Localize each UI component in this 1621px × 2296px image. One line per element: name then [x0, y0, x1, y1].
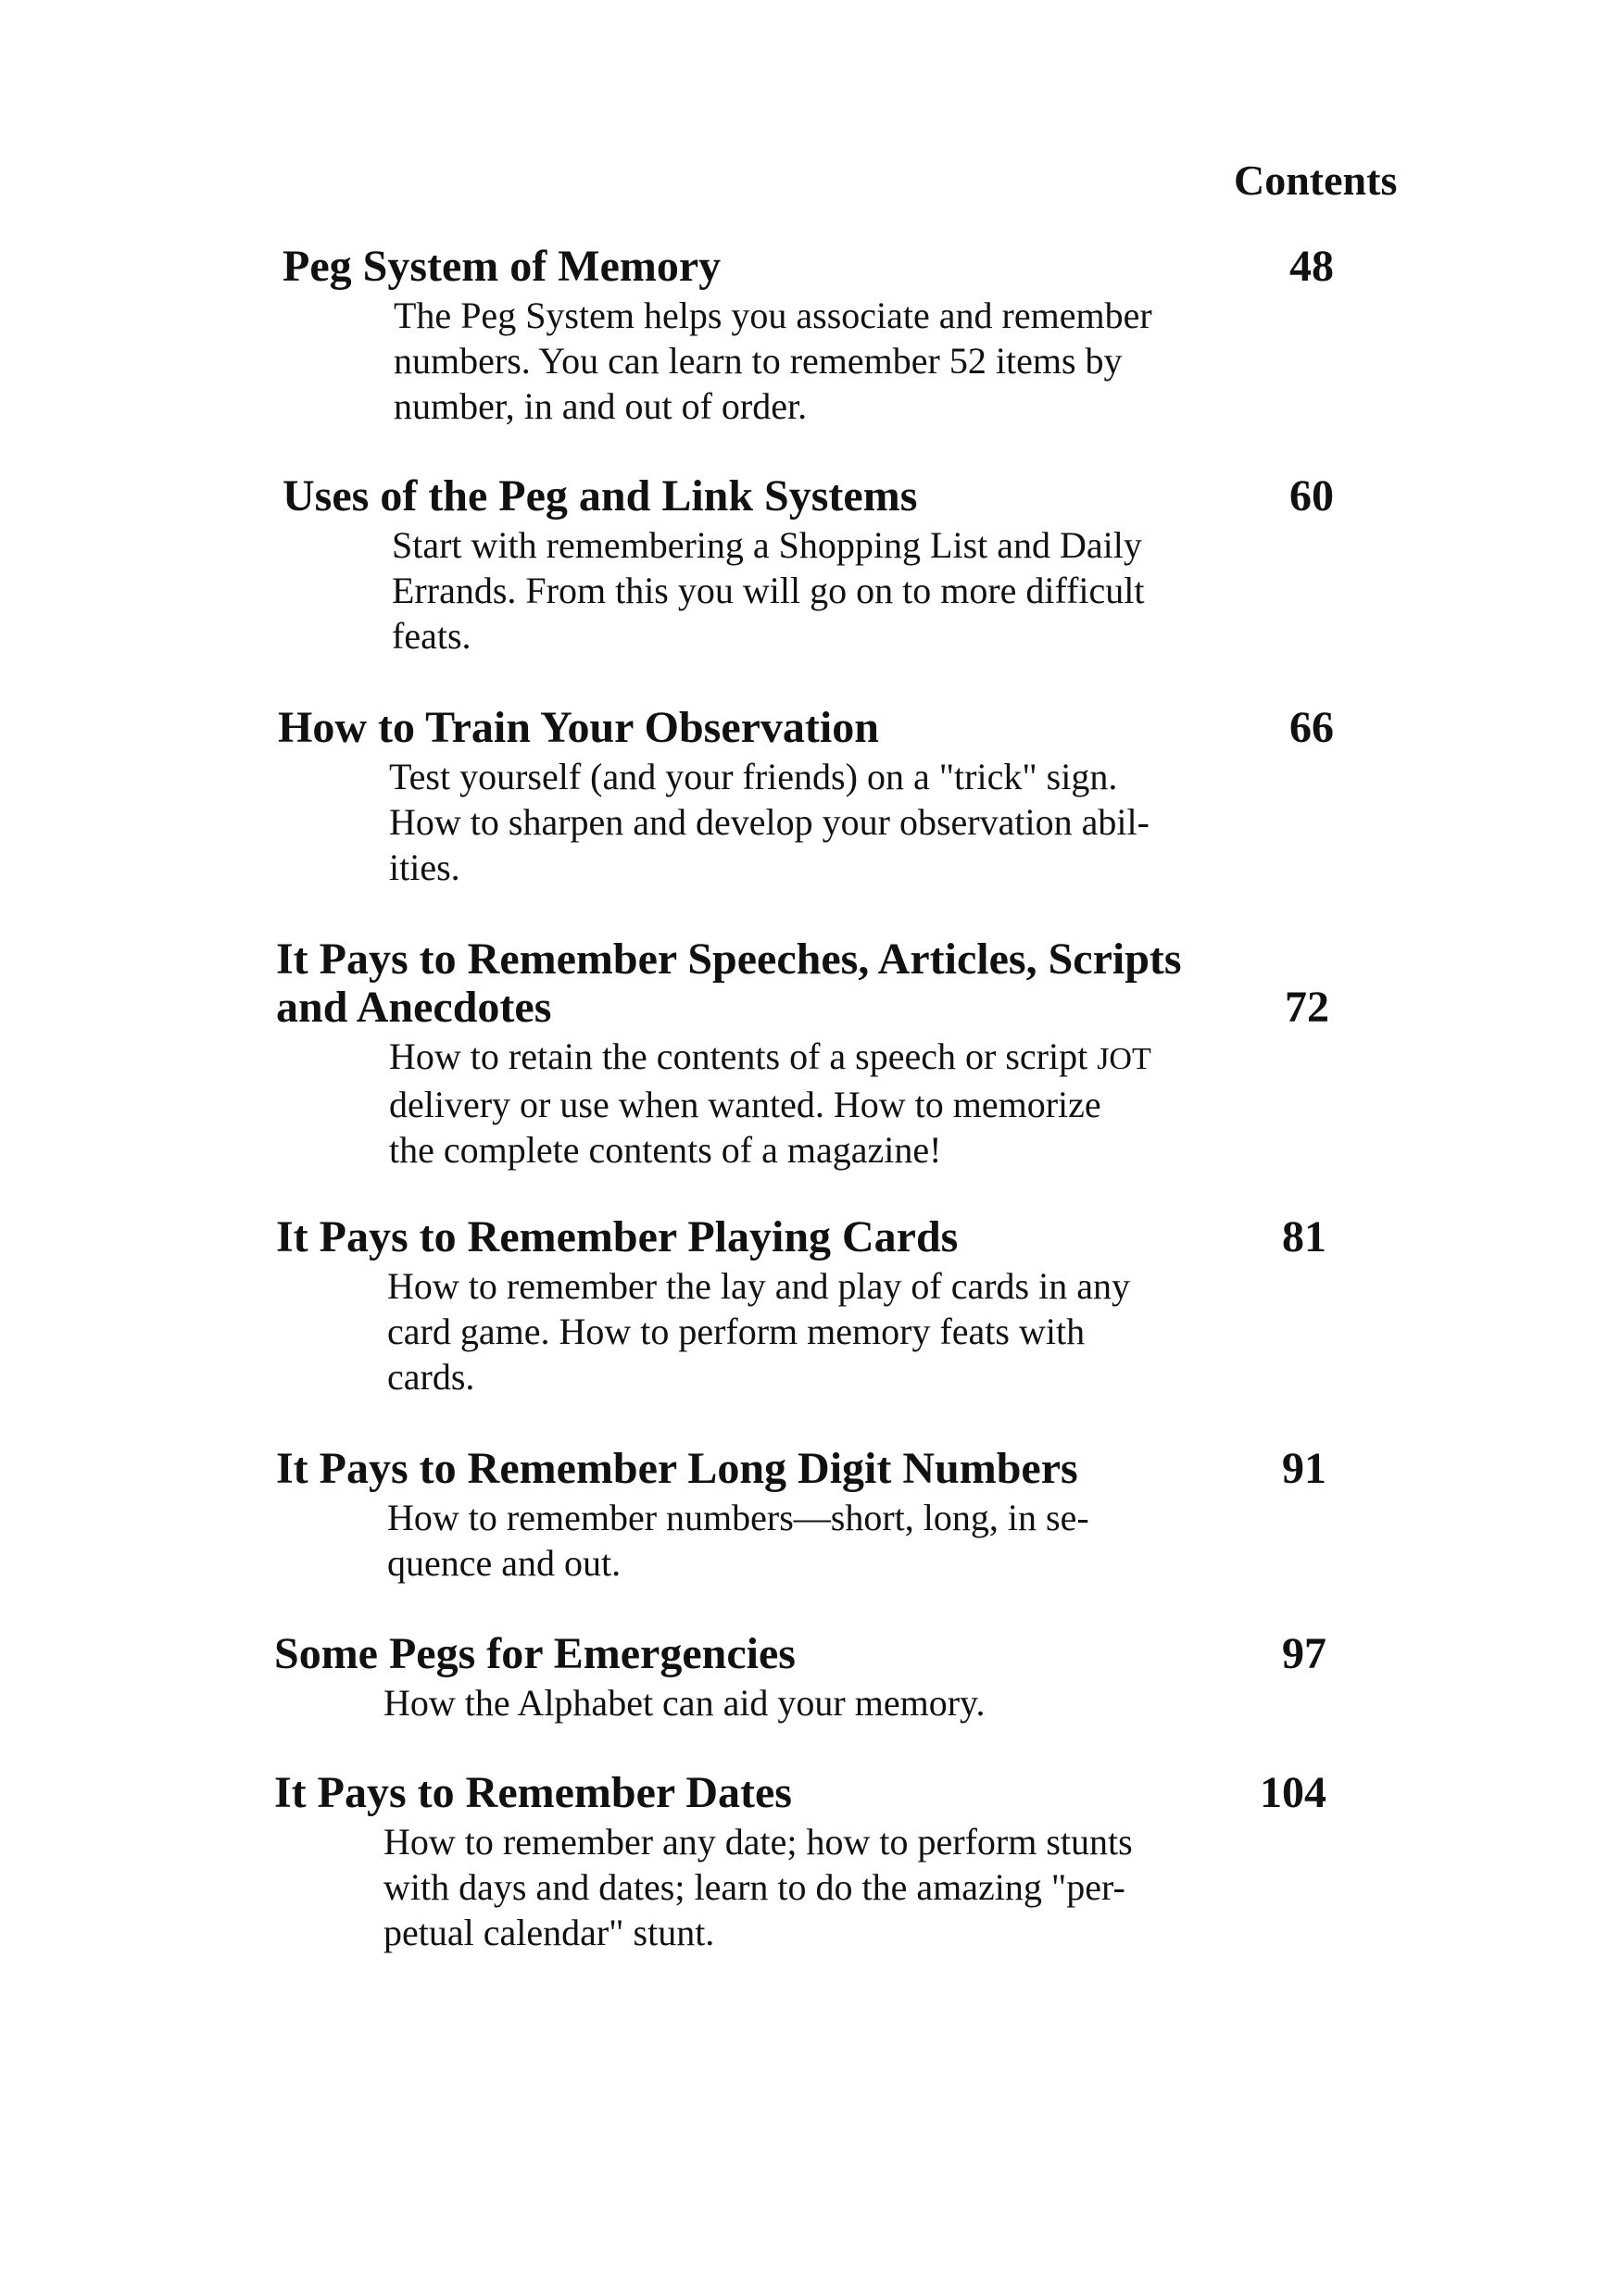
toc-entry-title[interactable]: Some Pegs for Emergencies	[274, 1629, 796, 1678]
desc-line: with days and dates; learn to do the amazing "per-	[383, 1866, 1125, 1908]
toc-entry-title-row	[283, 243, 1334, 291]
toc-entry-description	[383, 1819, 1217, 1955]
toc-entry-description	[387, 1263, 1221, 1399]
page-title: Contents	[1234, 157, 1398, 204]
toc-entry-title[interactable]: It Pays to Remember Dates	[274, 1768, 792, 1817]
desc-line: How to remember any date; how to perform stunts	[383, 1821, 1133, 1863]
toc-entry-title[interactable]: How to Train Your Observation	[278, 703, 879, 752]
toc-entry-page[interactable]: 66	[1289, 703, 1334, 752]
toc-entry-title-row	[274, 1630, 1326, 1678]
desc-line: How to remember the lay and play of cards in any	[387, 1265, 1130, 1307]
desc-line: feats.	[392, 615, 471, 657]
desc-line: the complete contents of a magazine!	[389, 1129, 942, 1171]
desc-line: Start with remembering a Shopping List and Daily	[392, 524, 1142, 566]
desc-line: Errands. From this you will go on to more difficult	[392, 570, 1145, 611]
toc-entry-description	[383, 1680, 1217, 1725]
toc-entry-title-line2-row	[276, 984, 1329, 1032]
desc-line: petual calendar" stunt.	[383, 1912, 715, 1953]
toc-entry-title[interactable]: It Pays to Remember Playing Cards	[276, 1212, 959, 1261]
toc-entry-title-row	[278, 704, 1334, 752]
desc-line: number, in and out of order.	[394, 385, 808, 427]
desc-line: quence and out.	[387, 1542, 622, 1584]
toc-entry-title[interactable]: Peg System of Memory	[283, 242, 722, 291]
toc-entry-page[interactable]: 91	[1282, 1444, 1326, 1493]
toc-entry-title-row	[283, 472, 1334, 521]
toc-entry	[276, 1213, 1326, 1399]
toc-entry-description	[389, 754, 1223, 890]
toc-entry-title[interactable]: Uses of the Peg and Link Systems	[283, 471, 918, 521]
toc-entry-title-row	[276, 1445, 1326, 1493]
toc-entry-description	[394, 293, 1227, 429]
toc-entry-description	[389, 1034, 1223, 1173]
toc-entry	[276, 935, 1329, 1173]
desc-line: delivery or use when wanted. How to memorize	[389, 1084, 1101, 1125]
toc-entry-page[interactable]: 104	[1260, 1768, 1326, 1817]
toc-entry-page[interactable]: 48	[1289, 242, 1334, 291]
toc-entry-title-continued[interactable]: and Anecdotes	[276, 983, 552, 1032]
desc-line: ities.	[389, 847, 460, 888]
toc-entry	[274, 1769, 1326, 1955]
desc-line: cards.	[387, 1356, 475, 1398]
toc-entry	[276, 1445, 1326, 1586]
toc-entry-title[interactable]: It Pays to Remember Long Digit Numbers	[276, 1444, 1078, 1493]
desc-line: numbers. You can learn to remember 52 items by	[394, 340, 1123, 382]
desc-line	[389, 1034, 1223, 1082]
toc-entry	[274, 1630, 1326, 1725]
toc-entry-title-row	[276, 1213, 1326, 1261]
toc-entry	[278, 704, 1334, 890]
toc-entry	[283, 472, 1334, 659]
toc-entry-page[interactable]: 81	[1282, 1212, 1326, 1261]
toc-entry-title[interactable]: It Pays to Remember Speeches, Articles, Scripts	[276, 935, 1182, 984]
toc-entry-page[interactable]: 72	[1285, 983, 1329, 1032]
toc-entry-title-row	[276, 935, 1329, 1032]
toc-entry	[283, 243, 1334, 429]
toc-entry-description	[392, 522, 1225, 659]
toc-entry-page[interactable]: 60	[1289, 471, 1334, 521]
toc-entry-description	[387, 1495, 1221, 1586]
toc-entry-title-row	[274, 1769, 1326, 1817]
toc-entry-page[interactable]: 97	[1282, 1629, 1326, 1678]
desc-line: The Peg System helps you associate and remember	[394, 295, 1152, 336]
desc-line: Test yourself (and your friends) on a "trick" sign.	[389, 756, 1118, 797]
desc-line: How to sharpen and develop your observation abil-	[389, 801, 1150, 843]
desc-line: How the Alphabet can aid your memory.	[383, 1682, 986, 1724]
desc-line: How to remember numbers—short, long, in se-	[387, 1497, 1089, 1538]
desc-smallcaps: JOT	[1097, 1042, 1151, 1076]
desc-text: How to retain the contents of a speech or script	[389, 1035, 1088, 1077]
desc-line: card game. How to perform memory feats with	[387, 1311, 1086, 1352]
